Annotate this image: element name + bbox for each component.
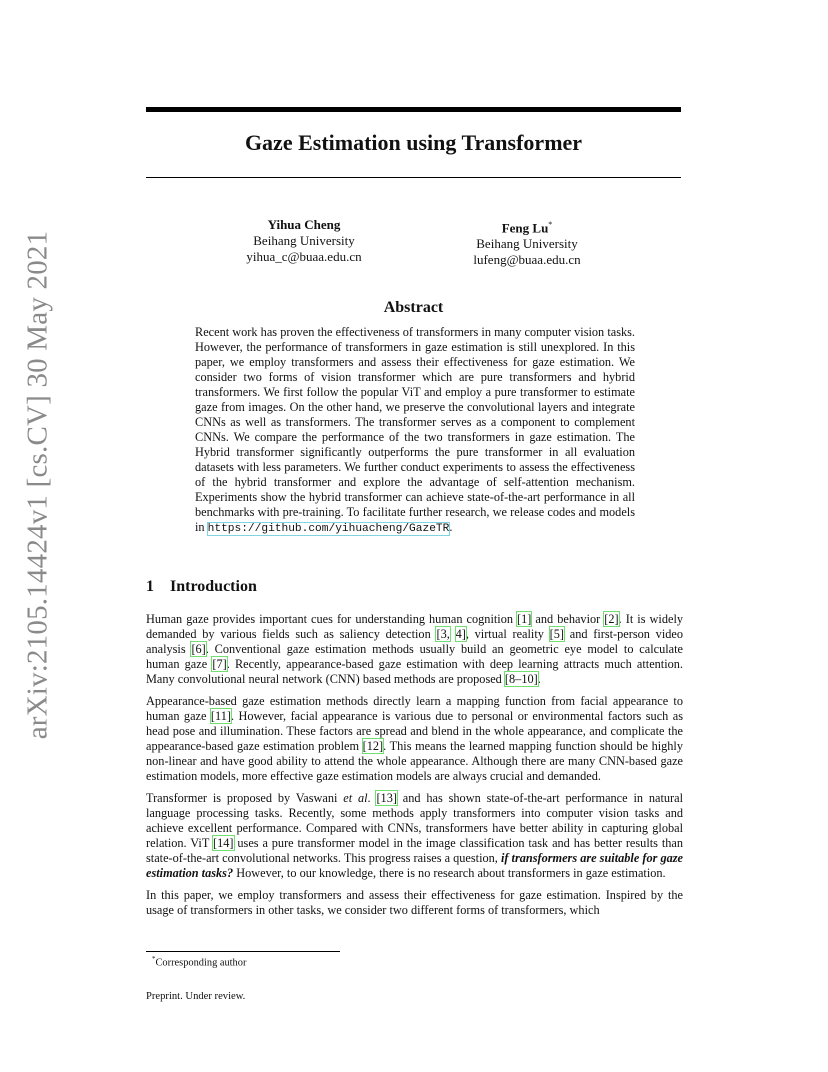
author-affiliation: Beihang University [253,233,355,248]
text-run: and has shown state-of-the-art performance in natural language processing tasks. Recently, some methods apply transformers into computer vision tasks and achieve excellent performance. Compared with CNNs, transformers have better ability in capturing global relation. ViT [146,791,683,850]
text-run: uses a pure transformer model in the image classification task and has better results than state-of-the-art convolutional networks. This progress raises a question, [146,836,683,865]
author-name: Feng Lu [501,220,549,236]
preprint-notice: Preprint. Under review. [146,991,246,1002]
abstract-text: Recent work has proven the effectiveness of transformers in many computer vision tasks. However, the performance of transformers in gaze estimation is still unexplored. In this paper, we employ transformers and assess their effectiveness for gaze estimation. We consider two forms of vision transformer which are pure transformers and hybrid transformers. We first follow the popular ViT and employ a pure transformer to estimate gaze from images. On the other hand, we preserve the convolutional layers and integrate CNNs as well as transformers. The transformer serves as a component to complement CNNs. We compare the performance of the two transformers in gaze estimation. The Hybrid transformer significantly outperforms the pure transformer in all evaluation datasets with less parameters. We further conduct experiments to assess the effectiveness of the hybrid transformer and explore the advantage of self-attention mechanism. Experiments show the hybrid transformer can achieve state-of-the-art performance in all benchmarks with pre-training. To facilitate further research, we release codes and models in [195,325,635,534]
citation-link[interactable]: 4] [455,627,466,641]
text-run: . Conventional gaze estimation methods usually build an geometric eye model to calculate human gaze [146,642,683,671]
text-run: . This means the learned mapping function should be highly non-linear and have good ability to attend the whole appearance. Although there are many CNN-based gaze estimation models, more effective gaze estimation models are always crucial and demanded. [146,739,683,783]
text-run: Transformer is proposed by Vaswani [146,791,344,805]
section-heading [146,578,257,596]
research-question: if transformers are suitable for gaze estimation tasks? [146,851,684,880]
paragraph [146,612,683,687]
citation-link[interactable]: [7] [212,657,227,671]
et-al: et al [343,791,368,805]
citation-link[interactable]: [5] [549,627,564,641]
citation-link[interactable]: [12] [362,739,384,753]
citation-link[interactable]: [1] [517,612,532,626]
text-run: . [537,672,541,686]
author-affiliation: Beihang University [476,236,578,252]
text-run: . However, facial appearance is various due to personal or environmental factors such as head pose and illumination. These factors are spread and blend in the whole appearance, and complicate the appearance-based gaze estimation problem [146,709,684,753]
author-name: Yihua Cheng [267,217,341,232]
paper-title: Gaze Estimation using Transformer [244,130,583,155]
citation-link[interactable]: [2] [604,612,619,626]
text-run: Human gaze provides important cues for understanding human cognition [146,612,518,626]
abstract-heading: Abstract [383,299,444,316]
section-title: Introduction [170,578,257,595]
text-run: In this paper, we employ transformers and assess their effectiveness for gaze estimation. Inspired by the usage of transformers in other tasks, we consider two different forms of transformers, which [146,888,683,917]
section-number: 1 [146,578,154,595]
text-run: and first-person video analysis [146,627,683,656]
paragraph [146,694,683,784]
introduction-body [146,612,683,925]
code-link[interactable]: https://github.com/yihuacheng/GazeTR [207,523,450,535]
paragraph [146,791,683,881]
text-run: . [367,791,377,805]
arxiv-identifier-text: arXiv:2105.14424v1 [cs.CV] 30 May 2021 [21,230,54,740]
text-run: and behavior [531,612,605,626]
footnote-mark: * [152,955,156,963]
author-block-1 [219,217,389,265]
citation-link[interactable]: [8–10] [504,672,538,686]
author-block-2 [442,217,612,268]
citation-link[interactable]: [13] [376,791,397,805]
citation-link[interactable]: [6] [191,642,206,656]
abstract-body [195,325,635,537]
author-email: lufeng@buaa.edu.cn [473,252,581,268]
author-email: yihua_c@buaa.edu.cn [246,249,362,264]
text-run: . Recently, appearance-based gaze estimation with deep learning attracts much attention. Many convolutional neural network (CNN) based methods are proposed [146,657,684,686]
text-run: , virtual reality [465,627,550,641]
paragraph [146,888,683,918]
title-rule-bottom [146,177,681,178]
text-run: . It is widely demanded by various fields such as saliency detection [146,612,684,641]
citation-link[interactable]: [11] [210,709,231,723]
title-rule-top [146,107,681,112]
footnote-rule [146,951,340,952]
arxiv-identifier [18,230,58,740]
text-run: Appearance-based gaze estimation methods directly learn a mapping function from facial appearance to human gaze [146,694,683,723]
abstract-end: . [449,520,453,534]
citation-link[interactable]: [14] [213,836,234,850]
footnote-text: Corresponding author [155,957,247,969]
corresponding-mark: * [548,220,553,229]
footnote [152,955,246,968]
citation-link[interactable]: [3, [436,627,450,641]
text-run: However, to our knowledge, there is no research about transformers in gaze estimation. [233,866,666,880]
